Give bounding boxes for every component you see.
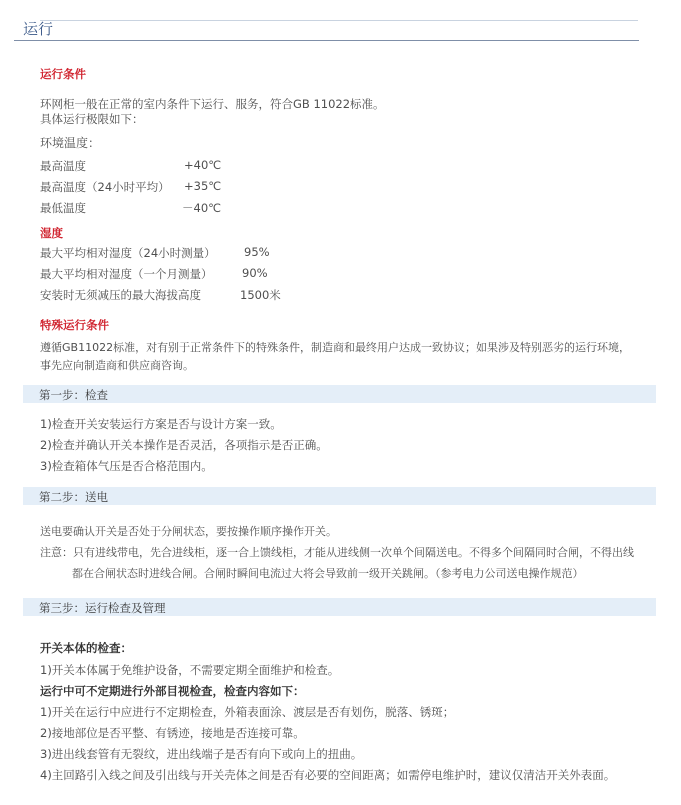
- temp-row-value: +40℃: [184, 158, 222, 172]
- header-divider: [14, 40, 639, 41]
- step2-title: 第二步：送电: [39, 490, 108, 504]
- page-title: 运行: [23, 20, 54, 38]
- step2-text: 送电要确认开关是否处于分闸状态，要按操作顺序操作开关。: [40, 525, 337, 538]
- step1-item: 2)检查并确认开关本操作是否灵活，各项指示是否正确。: [40, 438, 328, 452]
- step2-note: 都在合闸状态时进线合闸。合闸时瞬间电流过大将会导致前一级开关跳闸。（参考电力公司送电操作规范）: [72, 567, 584, 580]
- humidity-row-value: 90%: [242, 266, 268, 280]
- step3-band: [23, 598, 656, 616]
- step3-item: 3)进出线套管有无裂纹，进出线端子是否有向下或向上的扭曲。: [40, 747, 363, 761]
- step1-item: 3)检查箱体气压是否合格范围内。: [40, 459, 213, 473]
- step3-title: 第三步：运行检查及管理: [39, 601, 166, 615]
- operating-intro-line: 具体运行极限如下：: [40, 112, 144, 126]
- header-top-rule: [40, 20, 638, 21]
- step3-subheading: 开关本体的检查：: [40, 641, 132, 655]
- humidity-row-label: 安装时无须减压的最大海拔高度: [40, 288, 201, 302]
- step1-item: 1)检查开关安装运行方案是否与设计方案一致。: [40, 417, 282, 431]
- operating-intro-line: 环网柜一般在正常的室内条件下运行、服务，符合GB 11022标准。: [40, 97, 385, 111]
- temp-row-label: 最高温度: [40, 159, 86, 173]
- humidity-row-label: 最大平均相对湿度（一个月测量）: [40, 267, 213, 281]
- section-heading-humidity: 湿度: [40, 226, 63, 240]
- special-conditions-text: 遵循GB11022标准，对有别于正常条件下的特殊条件，制造商和最终用户达成一致协议；如果涉及特别恶劣的运行环境，: [40, 341, 631, 354]
- step1-band: [23, 385, 656, 403]
- step3-item: 1)开关在运行中应进行不定期检查，外箱表面涂、渡层是否有划伤，脱落、锈斑；: [40, 705, 455, 719]
- humidity-row-label: 最大平均相对湿度（24小时测量）: [40, 246, 216, 260]
- step3-text: 1)开关本体属于免维护设备，不需要定期全面维护和检查。: [40, 663, 340, 677]
- section-heading-operating-conditions: 运行条件: [40, 67, 86, 81]
- step3-item: 4)主回路引入线之间及引出线与开关壳体之间是否有必要的空间距离；如需停电维护时，建议仅清洁开关外表面。: [40, 768, 616, 782]
- temp-row-label: 最高温度（24小时平均）: [40, 180, 170, 194]
- temp-row-value: －40℃: [182, 201, 222, 215]
- step3-subheading: 运行中可不定期进行外部目视检查，检查内容如下：: [40, 684, 305, 698]
- step2-band: [23, 487, 656, 505]
- section-heading-special-conditions: 特殊运行条件: [40, 318, 109, 332]
- special-conditions-text: 事先应向制造商和供应商咨询。: [40, 359, 194, 372]
- temp-row-label: 最低温度: [40, 201, 86, 215]
- humidity-row-value: 1500米: [240, 288, 281, 302]
- step1-title: 第一步：检查: [39, 388, 108, 402]
- step3-item: 2)接地部位是否平整、有锈迹，接地是否连接可靠。: [40, 726, 305, 740]
- env-temp-label: 环境温度：: [40, 136, 101, 150]
- humidity-row-value: 95%: [244, 245, 270, 259]
- step2-note: 注意：只有进线带电，先合进线柜，逐一合上馈线柜，才能从进线侧一次单个间隔送电。不得多个间隔同时合闸，不得出线: [40, 546, 634, 559]
- temp-row-value: +35℃: [184, 179, 222, 193]
